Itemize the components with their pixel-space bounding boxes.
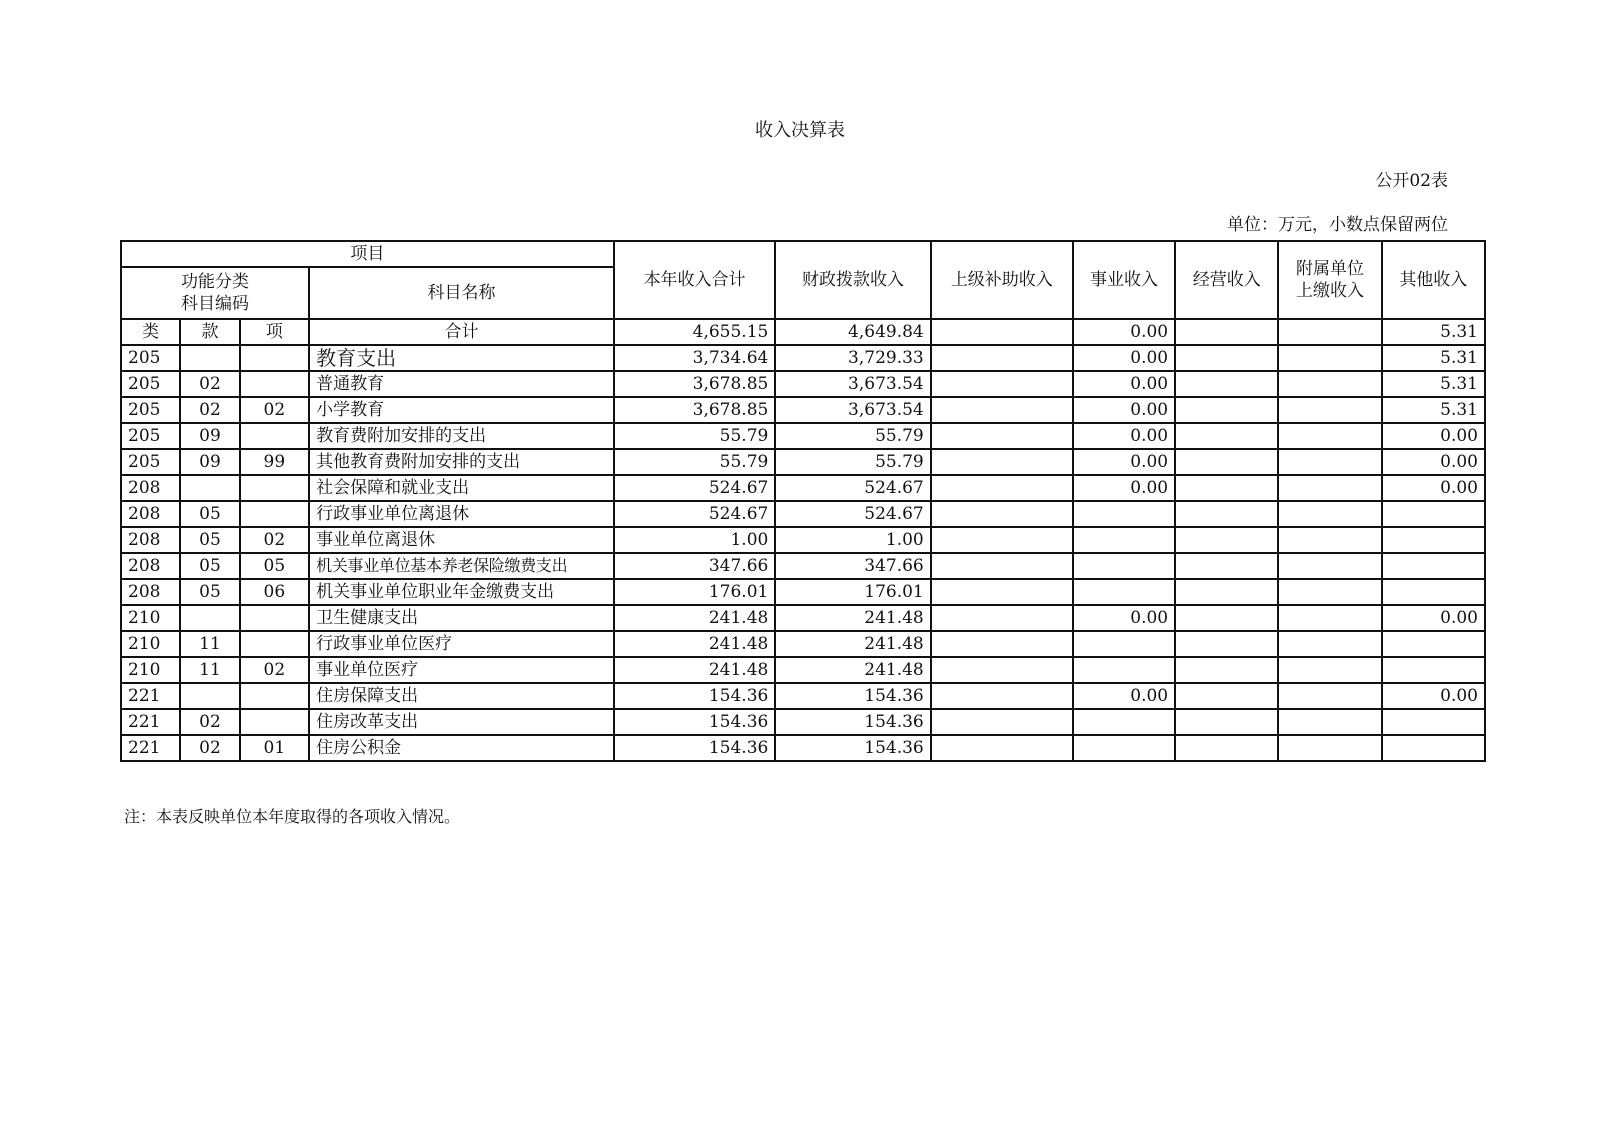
- cell-name: 住房保障支出: [309, 683, 614, 709]
- cell-xiang: 02: [240, 657, 310, 683]
- cell-operating: [1175, 527, 1278, 553]
- cell-lei: 210: [121, 605, 180, 631]
- cell-name: 住房改革支出: [309, 709, 614, 735]
- cell-total: 3,734.64: [614, 345, 776, 371]
- cell-kuan: 05: [180, 527, 239, 553]
- cell-kuan: 02: [180, 709, 239, 735]
- cell-total: 1.00: [614, 527, 776, 553]
- cell-other: [1382, 709, 1485, 735]
- cell-business: [1073, 527, 1175, 553]
- cell-fiscal: 524.67: [775, 475, 930, 501]
- cell-kuan: 09: [180, 449, 239, 475]
- cell-total: 241.48: [614, 605, 776, 631]
- cell-affiliated: [1278, 657, 1381, 683]
- cell-business: [1073, 501, 1175, 527]
- cell-kuan: [180, 345, 239, 371]
- cell-xiang: [240, 423, 310, 449]
- cell-operating: [1175, 371, 1278, 397]
- cell-superior: [931, 579, 1073, 605]
- cell-operating: [1175, 501, 1278, 527]
- cell-kuan: 11: [180, 657, 239, 683]
- cell-business: [1073, 709, 1175, 735]
- cell-xiang: [240, 371, 310, 397]
- cell-lei: 221: [121, 683, 180, 709]
- cell-name: 行政事业单位医疗: [309, 631, 614, 657]
- cell-kuan: 02: [180, 397, 239, 423]
- header-fiscal: 财政拨款收入: [775, 241, 930, 319]
- cell-operating: [1175, 735, 1278, 761]
- cell-operating: [1175, 475, 1278, 501]
- cell-total: 154.36: [614, 709, 776, 735]
- cell-total: 154.36: [614, 683, 776, 709]
- cell-superior: [931, 657, 1073, 683]
- cell-superior: [931, 371, 1073, 397]
- cell-total: 3,678.85: [614, 397, 776, 423]
- cell-affiliated: [1278, 345, 1381, 371]
- cell-name: 普通教育: [309, 371, 614, 397]
- cell-total: 4,655.15: [614, 319, 776, 345]
- cell-superior: [931, 345, 1073, 371]
- cell-superior: [931, 319, 1073, 345]
- cell-xiang: 99: [240, 449, 310, 475]
- cell-affiliated: [1278, 527, 1381, 553]
- cell-business: 0.00: [1073, 371, 1175, 397]
- cell-superior: [931, 631, 1073, 657]
- cell-business: 0.00: [1073, 449, 1175, 475]
- cell-operating: [1175, 709, 1278, 735]
- header-item-group: 项目: [121, 241, 614, 267]
- cell-fiscal: 4,649.84: [775, 319, 930, 345]
- cell-name: 小学教育: [309, 397, 614, 423]
- cell-affiliated: [1278, 397, 1381, 423]
- header-total-income: 本年收入合计: [614, 241, 776, 319]
- cell-business: [1073, 735, 1175, 761]
- header-operating: 经营收入: [1175, 241, 1278, 319]
- table-row: [121, 527, 1485, 553]
- cell-affiliated: [1278, 501, 1381, 527]
- cell-fiscal: 55.79: [775, 423, 930, 449]
- table-row: [121, 735, 1485, 761]
- cell-affiliated: [1278, 579, 1381, 605]
- header-business: 事业收入: [1073, 241, 1175, 319]
- cell-lei: 205: [121, 449, 180, 475]
- cell-affiliated: [1278, 735, 1381, 761]
- cell-other: [1382, 579, 1485, 605]
- cell-lei: 208: [121, 475, 180, 501]
- cell-other: [1382, 735, 1485, 761]
- cell-name: 行政事业单位离退休: [309, 501, 614, 527]
- cell-fiscal: 154.36: [775, 709, 930, 735]
- cell-lei: 208: [121, 579, 180, 605]
- cell-affiliated: [1278, 553, 1381, 579]
- cell-lei: 205: [121, 371, 180, 397]
- cell-lei: 208: [121, 527, 180, 553]
- cell-lei: 221: [121, 709, 180, 735]
- cell-superior: [931, 735, 1073, 761]
- cell-fiscal: 154.36: [775, 735, 930, 761]
- cell-xiang: [240, 683, 310, 709]
- cell-superior: [931, 709, 1073, 735]
- cell-total: 3,678.85: [614, 371, 776, 397]
- cell-affiliated: [1278, 423, 1381, 449]
- table-row: [121, 475, 1485, 501]
- table-row: [121, 345, 1485, 371]
- cell-kuan: 09: [180, 423, 239, 449]
- cell-superior: [931, 605, 1073, 631]
- cell-affiliated: [1278, 449, 1381, 475]
- footnote: 注：本表反映单位本年度取得的各项收入情况。: [124, 807, 461, 826]
- cell-xiang: [240, 605, 310, 631]
- cell-other: 5.31: [1382, 345, 1485, 371]
- table-row: [121, 657, 1485, 683]
- income-table: [120, 240, 1486, 762]
- table-row: [121, 631, 1485, 657]
- cell-business: [1073, 553, 1175, 579]
- cell-fiscal: 176.01: [775, 579, 930, 605]
- cell-superior: [931, 397, 1073, 423]
- cell-business: 0.00: [1073, 397, 1175, 423]
- header-superior: 上级补助收入: [931, 241, 1073, 319]
- cell-business: [1073, 657, 1175, 683]
- cell-superior: [931, 423, 1073, 449]
- cell-name: 事业单位离退休: [309, 527, 614, 553]
- cell-lei: 205: [121, 345, 180, 371]
- cell-other: [1382, 527, 1485, 553]
- cell-name: 机关事业单位基本养老保险缴费支出: [309, 553, 614, 579]
- header-lei: 类: [121, 319, 180, 345]
- cell-affiliated: [1278, 371, 1381, 397]
- cell-business: 0.00: [1073, 605, 1175, 631]
- cell-lei: 205: [121, 423, 180, 449]
- cell-business: 0.00: [1073, 475, 1175, 501]
- cell-superior: [931, 449, 1073, 475]
- cell-other: [1382, 501, 1485, 527]
- cell-kuan: 05: [180, 579, 239, 605]
- cell-affiliated: [1278, 605, 1381, 631]
- cell-fiscal: 154.36: [775, 683, 930, 709]
- cell-other: 0.00: [1382, 449, 1485, 475]
- form-number: 公开02表: [1375, 171, 1448, 191]
- cell-total: 176.01: [614, 579, 776, 605]
- report-title: 收入决算表: [755, 120, 845, 141]
- cell-other: 5.31: [1382, 397, 1485, 423]
- cell-total: 55.79: [614, 449, 776, 475]
- cell-xiang: 01: [240, 735, 310, 761]
- cell-superior: [931, 501, 1073, 527]
- cell-other: 0.00: [1382, 475, 1485, 501]
- table-row: [121, 449, 1485, 475]
- cell-operating: [1175, 605, 1278, 631]
- table-row: [121, 605, 1485, 631]
- cell-operating: [1175, 319, 1278, 345]
- table-row: [121, 683, 1485, 709]
- cell-total: 524.67: [614, 475, 776, 501]
- cell-fiscal: 347.66: [775, 553, 930, 579]
- cell-name: 社会保障和就业支出: [309, 475, 614, 501]
- cell-name: 教育费附加安排的支出: [309, 423, 614, 449]
- cell-other: 0.00: [1382, 683, 1485, 709]
- cell-lei: 208: [121, 553, 180, 579]
- cell-kuan: 02: [180, 735, 239, 761]
- cell-other: 5.31: [1382, 319, 1485, 345]
- cell-affiliated: [1278, 709, 1381, 735]
- cell-name: 卫生健康支出: [309, 605, 614, 631]
- cell-xiang: 06: [240, 579, 310, 605]
- cell-business: 0.00: [1073, 423, 1175, 449]
- cell-total: 524.67: [614, 501, 776, 527]
- header-func-code: 功能分类 科目编码: [121, 267, 309, 319]
- cell-name: 教育支出: [309, 345, 614, 371]
- cell-kuan: [180, 605, 239, 631]
- cell-affiliated: [1278, 631, 1381, 657]
- cell-affiliated: [1278, 475, 1381, 501]
- cell-fiscal: 241.48: [775, 631, 930, 657]
- cell-xiang: 05: [240, 553, 310, 579]
- cell-operating: [1175, 345, 1278, 371]
- cell-fiscal: 524.67: [775, 501, 930, 527]
- cell-fiscal: 3,673.54: [775, 371, 930, 397]
- cell-lei: 210: [121, 631, 180, 657]
- cell-kuan: 02: [180, 371, 239, 397]
- cell-kuan: 05: [180, 501, 239, 527]
- cell-other: [1382, 631, 1485, 657]
- table-row: [121, 579, 1485, 605]
- cell-operating: [1175, 683, 1278, 709]
- cell-name: 住房公积金: [309, 735, 614, 761]
- cell-fiscal: 3,729.33: [775, 345, 930, 371]
- cell-total: 55.79: [614, 423, 776, 449]
- cell-xiang: [240, 501, 310, 527]
- table-row: [121, 397, 1485, 423]
- cell-business: [1073, 631, 1175, 657]
- cell-kuan: [180, 683, 239, 709]
- cell-kuan: 05: [180, 553, 239, 579]
- cell-other: 5.31: [1382, 371, 1485, 397]
- cell-total: 241.48: [614, 657, 776, 683]
- cell-fiscal: 55.79: [775, 449, 930, 475]
- cell-superior: [931, 683, 1073, 709]
- cell-total: 241.48: [614, 631, 776, 657]
- cell-fiscal: 3,673.54: [775, 397, 930, 423]
- cell-superior: [931, 553, 1073, 579]
- cell-operating: [1175, 657, 1278, 683]
- cell-superior: [931, 475, 1073, 501]
- cell-lei: 210: [121, 657, 180, 683]
- cell-name: 其他教育费附加安排的支出: [309, 449, 614, 475]
- cell-name: 合计: [309, 319, 614, 345]
- cell-operating: [1175, 631, 1278, 657]
- cell-business: [1073, 579, 1175, 605]
- cell-business: 0.00: [1073, 319, 1175, 345]
- header-xiang: 项: [240, 319, 310, 345]
- cell-other: 0.00: [1382, 605, 1485, 631]
- cell-operating: [1175, 397, 1278, 423]
- cell-name: 事业单位医疗: [309, 657, 614, 683]
- cell-superior: [931, 527, 1073, 553]
- table-row: [121, 709, 1485, 735]
- cell-kuan: [180, 475, 239, 501]
- cell-business: 0.00: [1073, 345, 1175, 371]
- cell-lei: 221: [121, 735, 180, 761]
- table-row: [121, 371, 1485, 397]
- header-kuan: 款: [180, 319, 239, 345]
- cell-operating: [1175, 553, 1278, 579]
- cell-fiscal: 241.48: [775, 657, 930, 683]
- cell-name: 机关事业单位职业年金缴费支出: [309, 579, 614, 605]
- cell-lei: 205: [121, 397, 180, 423]
- cell-other: [1382, 553, 1485, 579]
- cell-total: 154.36: [614, 735, 776, 761]
- header-affiliated: 附属单位 上缴收入: [1278, 241, 1381, 319]
- cell-affiliated: [1278, 319, 1381, 345]
- cell-xiang: 02: [240, 527, 310, 553]
- cell-fiscal: 1.00: [775, 527, 930, 553]
- cell-lei: 208: [121, 501, 180, 527]
- header-subject-name: 科目名称: [309, 267, 614, 319]
- cell-affiliated: [1278, 683, 1381, 709]
- cell-xiang: [240, 345, 310, 371]
- cell-xiang: [240, 709, 310, 735]
- cell-fiscal: 241.48: [775, 605, 930, 631]
- unit-label: 单位：万元，小数点保留两位: [1227, 215, 1448, 235]
- cell-total: 347.66: [614, 553, 776, 579]
- cell-operating: [1175, 423, 1278, 449]
- table-row: [121, 501, 1485, 527]
- cell-business: 0.00: [1073, 683, 1175, 709]
- cell-other: [1382, 657, 1485, 683]
- cell-other: 0.00: [1382, 423, 1485, 449]
- cell-xiang: 02: [240, 397, 310, 423]
- cell-xiang: [240, 631, 310, 657]
- cell-operating: [1175, 579, 1278, 605]
- table-row: [121, 423, 1485, 449]
- cell-kuan: 11: [180, 631, 239, 657]
- table-row: [121, 553, 1485, 579]
- cell-operating: [1175, 449, 1278, 475]
- cell-xiang: [240, 475, 310, 501]
- header-other: 其他收入: [1382, 241, 1485, 319]
